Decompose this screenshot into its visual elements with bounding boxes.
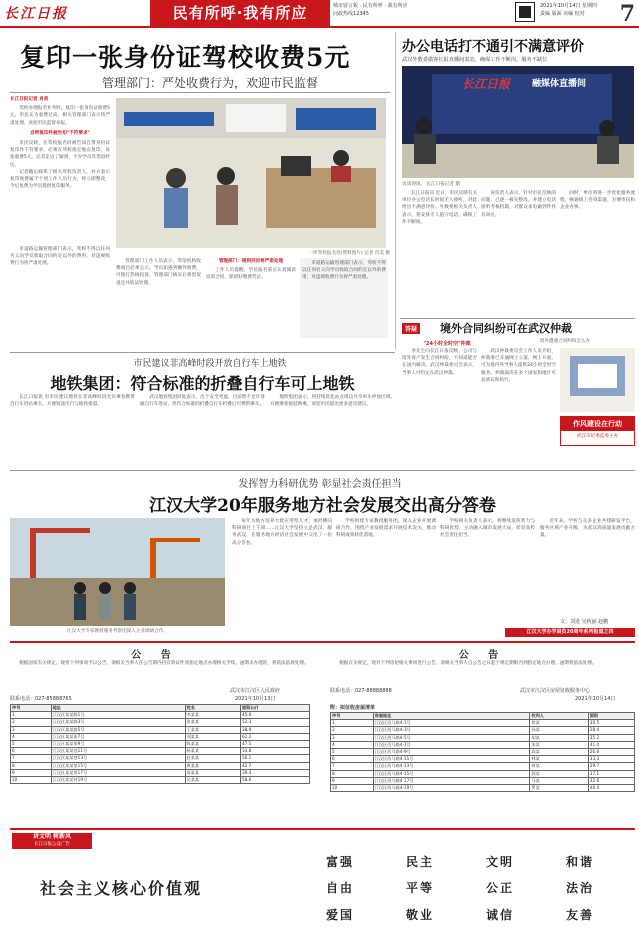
footer-badge-sub: 长江日报公益广告 [34,842,70,847]
table-cell: 胡某 [530,734,588,741]
lead-body-2-repeat: 市道路运输管理部门表示，驾校不得以任何名义向学员收取合同约定以外的费用，对违规收费行为将严肃处理。 [302,261,386,281]
table-cell: 江汉区西马路4-3号 [373,727,530,734]
university-illustration [10,518,225,626]
table-cell: 林某 [530,756,588,763]
notice-right-table [330,712,635,792]
lead-col-1b [10,246,110,338]
table-cell: 杨某某 [185,748,240,755]
table-cell: 1 [11,712,52,719]
footer-badge-title: 讲文明 树新风 [32,833,72,840]
studio-screen-title: 融媒体直播间 [532,79,587,89]
driving-school-illustration [116,98,386,248]
core-value: 诚信 [485,908,514,923]
table-cell: 30.5 [588,720,634,727]
table-cell: 5 [331,749,374,756]
contract-photo-caption: 境外遭遇合同纠纷怎么办 [539,339,591,344]
metro-kicker: 市民建议非高峰时段开放自行车上地铁 [133,359,287,369]
table-cell: 61.2 [240,733,309,740]
right-table-header [331,713,635,720]
svg-text:长江日报: 长江日报 [462,77,511,91]
metro-body-3: 地铁集团表示，将持续优化站点周边共享单车停放区域，方便乘客接驳换乘，欢迎市民提出更多意见建议。 [270,395,395,408]
style-box-sub: 武汉市纪委监委主办 [576,434,619,439]
notice-right-text: 根据有关规定，现对下列房屋相关事项进行公告，请相关当事人自公告之日起于规定期限内到指定地点办理，逾期将依法处理。 [339,661,597,666]
table-cell: 2 [331,727,374,734]
table-row [331,763,635,770]
notice-right-contact: 联系电话：027-88888888 [330,688,392,694]
table-cell: 3 [11,726,52,733]
table-cell: 4 [331,741,374,748]
table-cell: 江汉区某某里15号 [51,762,185,769]
page-number: 7 [619,1,635,27]
column-divider [395,32,396,350]
table-row [11,762,310,769]
contract-body-1: 李先生向长江日报反映，公司与境外客户发生合同纠纷，不知道能否在国内解决。武汉仲裁委员会表示，当事人可约定在武汉仲裁。 [402,349,477,376]
table-cell: 江汉区西马路4-19号 [373,785,530,792]
date-info [540,2,610,18]
table-cell: 江汉区西马路4-5号 [373,734,530,741]
contract-photo [560,348,635,412]
core-value: 敬业 [405,908,434,923]
right-col-1 [402,190,477,315]
core-value: 爱国 [325,908,354,923]
table-cell: 6 [11,748,52,755]
right-table-caption: 附：拟征收房屋清单 [330,705,376,711]
university-byline: 文：刘进 吴秋丽 赵鹏 [560,619,609,625]
table-cell: 江汉区某某街7号 [51,733,185,740]
lead-photo-caption: 一所驾校报名处(资料图片) 记者 肖美 摄 [308,251,390,256]
lead-byline: 长江日报记者 肖美 [10,97,49,102]
core-value: 自由 [325,881,354,896]
table-cell: 江汉区某某巷11号 [51,748,185,755]
table-cell: 29.7 [588,763,634,770]
table-row [11,733,310,740]
right-body-1: 长江日报讯 近日，市民反映有关单位办公电话长时间无人接听，对此给出不满意评价。外数委相关负责人表示，将安排专人值守电话，确保工作不断岗。 [402,191,477,225]
table-cell: 李某某 [185,712,240,719]
table-row [11,712,310,719]
left-table-body [11,712,310,784]
masthead-line-1: 城市留言板 · 民有所呼 · 我有所应 [333,3,408,9]
table-cell: 6 [331,756,374,763]
table-header-cell: 面积(㎡) [240,705,309,712]
core-values-grid [300,848,620,928]
core-value: 平等 [405,881,434,896]
table-cell: 26.8 [588,749,634,756]
right-body-3: 同时，单位将进一步优化服务流程，畅通线上咨询渠道，方便市民和企业办事。 [560,191,635,211]
metro-col-3 [270,394,395,466]
table-row [11,741,310,748]
university-photo-caption: 江汉大学专家教授服务考察团深入企业调研合作。 [66,629,169,634]
university-col-4 [540,518,635,618]
contract-tag: 答疑 [402,323,420,334]
university-col-1 [232,518,332,633]
table-cell: 江汉区西马路4-15号 [373,770,530,777]
notice-rule [10,641,635,643]
table-cell: 吴某某 [185,777,240,784]
masthead [0,0,639,28]
core-value: 文明 [485,854,514,869]
metro-col-2 [140,394,265,466]
notice-right-issuer: 武汉市江汉区房屋征收服务中心 [520,688,591,694]
table-header-cell: 序号 [11,705,52,712]
university-kicker: 发挥智力科研优势 彰显社会责任担当 [238,479,402,490]
contract-body-2: 武汉仲裁委员会工作人员介绍，仲裁委已开通网上立案、网上开庭，可为境内外当事人提供24小时全时空服务，仲裁裁决在多个国家和地区可获承认和执行。 [481,349,556,383]
footer-slogan: 社会主义核心价值观 [40,879,203,898]
contract-rule [400,318,635,319]
lead-col-3 [206,258,296,338]
metro-rule [10,352,395,353]
table-header-cell: 房屋地址 [373,713,530,720]
table-cell: 47.5 [240,741,309,748]
table-cell: 周某某 [185,769,240,776]
lead-body-4: 管理部门工作人员表示，驾培机构收费项目必须公示，学员如遇到额外收费，可拨打热线投诉，管理部门核实后将督促退还并依法处理。 [116,259,201,286]
lead-body-3: 市道路运输管理部门表示，驾校不得以任何名义向学员收取合同约定以外的费用，对违规收费行为将严肃处理。 [10,247,110,267]
metro-body-1: 长江日报讯 有市民建议地铁在非高峰时段允许乘客携带自行车进站乘车，方便短途出行与地铁接驳。 [10,395,135,408]
table-cell: 江汉区某某村19号 [51,777,185,784]
lead-col-4 [300,258,388,338]
left-table [10,704,310,784]
table-cell: 江汉区西马路4-17号 [373,777,530,784]
table-cell: 江汉区西马路4-7号 [373,741,530,748]
table-cell: 何某 [530,763,588,770]
qr-code-icon [516,3,534,21]
table-row [331,734,635,741]
table-row [11,748,310,755]
table-header-cell: 地址 [51,705,185,712]
table-cell: 江汉区西马路4-9号 [373,749,530,756]
notice-left-contact: 联系电话：027-85888765 [10,696,72,702]
core-value: 和谐 [565,854,594,869]
table-cell: 江汉区西马路4-1号 [373,720,530,727]
table-cell: 52.3 [240,719,309,726]
table-header-cell: 序号 [331,713,374,720]
table-header-cell: 面积 [588,713,634,720]
table-cell: 35.2 [588,734,634,741]
notice-left-text: 根据国家有关规定，现将下列事项予以公告，请相关当事人在公告期内持有效证件到指定地点办理相关手续。逾期未办理的，将依法依规处理。 [19,661,309,666]
lead-subhead: 管理部门：严处收费行为，欢迎市民监督 [101,76,318,90]
lead-section-2: 管理部门：接到投诉将严肃处理 [218,259,284,264]
table-cell: 1 [331,720,374,727]
table-cell: 42.7 [240,762,309,769]
table-cell: 37.1 [588,770,634,777]
table-cell: 王某某 [185,726,240,733]
table-cell: 江汉区某某路3号 [51,719,185,726]
university-photo [10,518,225,626]
metro-col-1 [10,394,135,466]
lead-photo [116,98,386,248]
table-header-cell: 权利人 [530,713,588,720]
table-cell: 33.8 [240,748,309,755]
studio-illustration [402,66,634,178]
metro-headline: 地铁集团：符合标准的折叠自行车可上地铁 [50,374,355,393]
table-cell: 10 [11,777,52,784]
right-table [330,712,635,792]
notice-left-issuer: 武汉市江汉区人民政府 [230,688,281,694]
table-cell: 45.6 [240,712,309,719]
contract-quote: "24小时全时空"仲裁 [423,341,471,347]
core-value: 富强 [325,854,354,869]
lead-headline: 复印一张身份证驾校收费5元 [20,43,351,72]
contract-illustration [560,348,635,412]
table-header-cell: 姓名 [185,705,240,712]
table-row [11,777,310,784]
table-cell: 黄某某 [185,762,240,769]
table-cell: 张某某 [185,719,240,726]
table-cell: 2 [11,719,52,726]
table-cell: 8 [331,770,374,777]
table-cell: 10 [331,785,374,792]
table-row [331,777,635,784]
core-value: 公正 [485,881,514,896]
table-cell: 40.4 [588,785,634,792]
notice-left-title: 公 告 [131,650,179,661]
lead-col-2 [116,258,201,338]
left-table-header [11,705,310,712]
table-cell: 7 [331,763,374,770]
table-row [331,720,635,727]
contract-col-1 [402,348,477,468]
table-row [11,755,310,762]
metro-body-2: 武汉地铁集团回复表示，出于安全考虑，目前暂不允许普通自行车进站，但符合标准的折叠自行车折叠后可携带乘车。 [140,395,265,408]
contract-photo-caption-bar [496,338,634,344]
table-row [11,719,310,726]
lead-intro: 驾校办理报名业务时，复印一张身份证收费5元，市民认为收费过高，相关管理部门表示将严肃处理，欢迎市民监督举报。 [10,106,110,126]
table-cell: 徐某 [530,720,588,727]
table-cell: 39.4 [240,769,309,776]
contract-col-2 [481,348,556,468]
right-col-2 [481,190,556,315]
style-box-title: 作风建设在行动 [561,417,634,431]
notice-right-date: 2021年10月14日 [575,696,616,702]
university-rule [10,470,635,471]
table-cell: 江汉区西马路4-13号 [373,763,530,770]
table-row [331,785,635,792]
footer-rule [10,828,635,830]
notice-right-body [330,660,635,684]
lead-section-1: 自带复印件被告知"不符要求" [30,130,90,136]
table-cell: 罗某 [530,785,588,792]
table-cell: 38.9 [240,726,309,733]
table-cell: 58.6 [240,777,309,784]
lead-body-1: 市民反映，在驾校报名时被告知自带身份证复印件不符要求，必须在驾校指定地点复印，每张收费5元。记者走访了解到，不少学员有类似经历。 [10,141,110,168]
lead-body-5: 工作人员提醒，学员报名前应认真阅读培训合同，保留好缴费凭证。 [206,268,296,281]
table-cell: 江汉区某某巷13号 [51,755,185,762]
lead-col-1 [10,96,110,246]
core-value: 法治 [565,881,594,896]
table-cell: 孙某 [530,727,588,734]
table-cell: 江汉区某某路1号 [51,712,185,719]
university-body-1: 每年为地方培养大批应用型人才，承担横向科研项目上千项……江汉大学坚持立足武汉、服务武汉，在服务地方经济社会发展中交出了一份高分答卷。 [232,519,332,546]
paper-logo: 长江日报 [4,6,68,22]
notice-left-body [10,660,310,684]
editors-line: 责编 版面 美编 校对 [540,11,585,17]
table-cell: 马某 [530,777,588,784]
university-col-2 [336,518,436,633]
table-cell: 4 [11,733,52,740]
table-cell: 高某 [530,749,588,756]
table-cell: 5 [11,741,52,748]
table-cell: 32.6 [588,777,634,784]
core-value: 民主 [405,854,434,869]
table-row [331,727,635,734]
table-row [331,749,635,756]
university-col-3 [440,518,535,633]
university-body-3: 学校相关负责人表示，将继续发挥智力与科研优势，主动融入城市发展大局，彰显高校社会责任担当。 [440,519,535,539]
table-cell: 41.0 [588,741,634,748]
lead-rule [10,92,390,93]
right-subhead: 武汉外数委做客长报直播间表态，确保工作不断岗，服务不缺位 [402,57,548,63]
table-row [11,769,310,776]
contract-headline: 境外合同纠纷可在武汉仲裁 [440,322,572,335]
right-table-body [331,720,635,792]
table-cell: 郭某 [530,770,588,777]
table-cell: 江汉区某某路5号 [51,726,185,733]
right-body-2: 该负责人表示，针对市民反映的问题，已逐一核实整改，并建立电话接听考核机制，对群众来电做到件件有回应。 [481,191,556,218]
table-row [331,770,635,777]
table-cell: 33.3 [588,756,634,763]
table-cell: 9 [11,769,52,776]
table-cell: 江汉区某某里17号 [51,769,185,776]
university-body-2: 学校组建专家教授服务团，深入企业开展调研合作，围绕产业发展需求开展技术攻关，推动科研成果转化落地。 [336,519,436,539]
right-col-3 [560,190,635,315]
table-cell: 7 [11,755,52,762]
masthead-line-2: 问政热线12345 [333,11,369,17]
masthead-info [333,2,513,18]
footer-badge [12,833,92,849]
university-headline: 江汉大学20年服务地方社会发展交出高分答卷 [149,496,496,516]
table-row [11,726,310,733]
table-cell: 8 [11,762,52,769]
style-box [560,416,635,446]
column-banner: 民有所呼·我有所应 [150,0,330,26]
notice-left-table [10,704,310,784]
table-cell: 江汉区西马路4-11号 [373,756,530,763]
table-row [331,741,635,748]
university-body-4: 近年来，学校与众多企业共建研发平台，服务区域产业升级，为武汉高质量发展贡献力量。 [540,519,635,539]
university-series-banner: 江汉大学办学肩负20周年系列报道之四 [505,628,635,637]
right-headline: 办公电话打不通引不满意评价 [402,39,584,55]
notice-right-title: 公 告 [458,650,507,661]
studio-caption: 访谈现场。 长江日报记者 摄 [402,182,461,187]
table-cell: 3 [331,734,374,741]
table-cell: 9 [331,777,374,784]
studio-photo [402,66,634,178]
table-row [331,756,635,763]
table-cell: 江汉区某某街9号 [51,741,185,748]
table-cell: 朱某 [530,741,588,748]
notice-left-date: 2021年10月13日 [235,696,276,702]
table-cell: 刘某某 [185,733,240,740]
table-cell: 陈某某 [185,741,240,748]
table-cell: 28.4 [588,727,634,734]
lead-body-2: 记者随后联系了相关驾校负责人，对方表示复印收费属于个别工作人员行为，将立即整改，今后免费为学员提供复印服务。 [10,169,110,190]
table-cell: 赵某某 [185,755,240,762]
issue-date: 2021年10月14日 星期四 [540,3,598,9]
table-cell: 56.1 [240,755,309,762]
core-value: 友善 [565,908,594,923]
